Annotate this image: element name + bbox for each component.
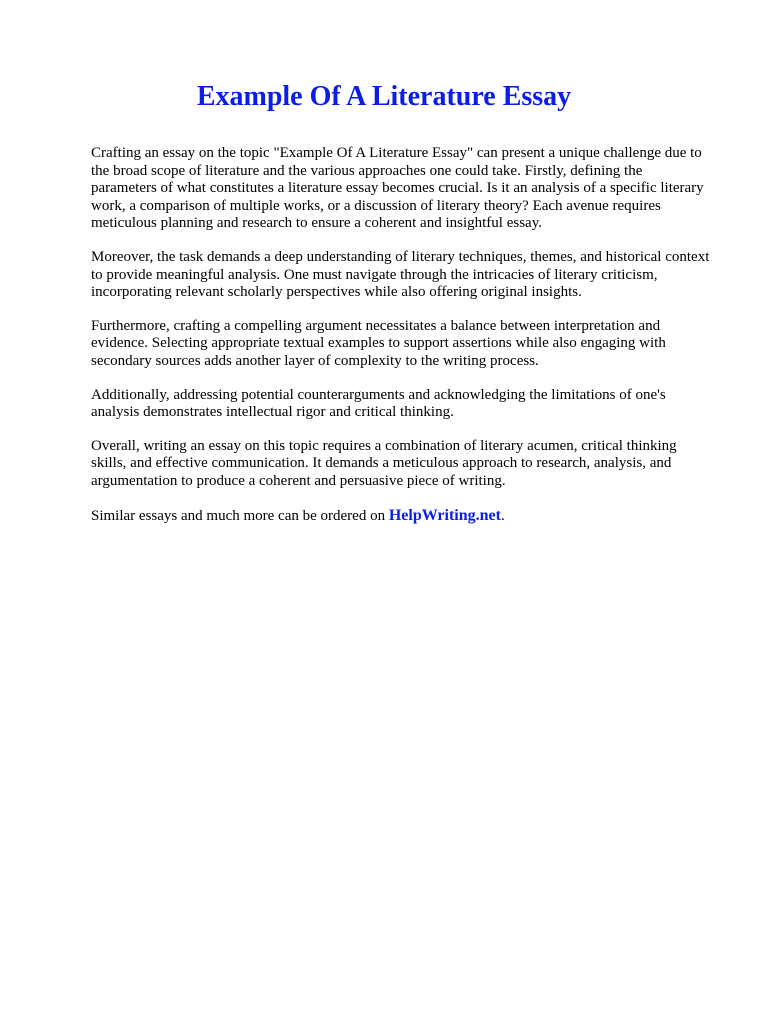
closing-suffix: . [500,507,505,524]
helpwriting-link[interactable]: HelpWriting.net [388,506,501,524]
paragraph-counterarguments: Additionally, addressing potential counterarguments and acknowledging the limitations of one's analysis demonstrates intellectual rigor and critical thinking. [91,386,666,421]
closing-prefix: Similar essays and much more can be ordered on [91,507,389,524]
essay-body [91,145,711,541]
paragraph-conclusion: Overall, writing an essay on this topic requires a combination of literary acumen, critical thinking skills, and effective communication. It demands a meticulous approach to research, analysis, and argumentation to produce a coherent and persuasive piece of writing. [91,437,677,489]
paragraph-argument: Furthermore, crafting a compelling argument necessitates a balance between interpretation and evidence. Selecting appropriate textual examples to support assertions while also engaging with secondary sources adds another layer of complexity to the writing process. [91,317,666,369]
paragraph-understanding: Moreover, the task demands a deep understanding of literary techniques, themes, and historical context to provide meaningful analysis. One must navigate through the intricacies of literary criticism, incorporating relevant scholarly perspectives while also offering original insights. [91,248,710,301]
page-title: Example Of A Literature Essay [196,81,572,112]
paragraph-intro: Crafting an essay on the topic "Example Of A Literature Essay" can present a unique challenge due to the broad scope of literature and the various approaches one could take. Firstly, defining the parameters of what constitutes a literature essay becomes crucial. Is it an analysis of a specific literary work, a comparison of multiple works, or a discussion of literary theory? Each avenue requires meticulous planning and research to ensure a coherent and insightful essay. [91,145,704,232]
closing-line [91,507,711,526]
